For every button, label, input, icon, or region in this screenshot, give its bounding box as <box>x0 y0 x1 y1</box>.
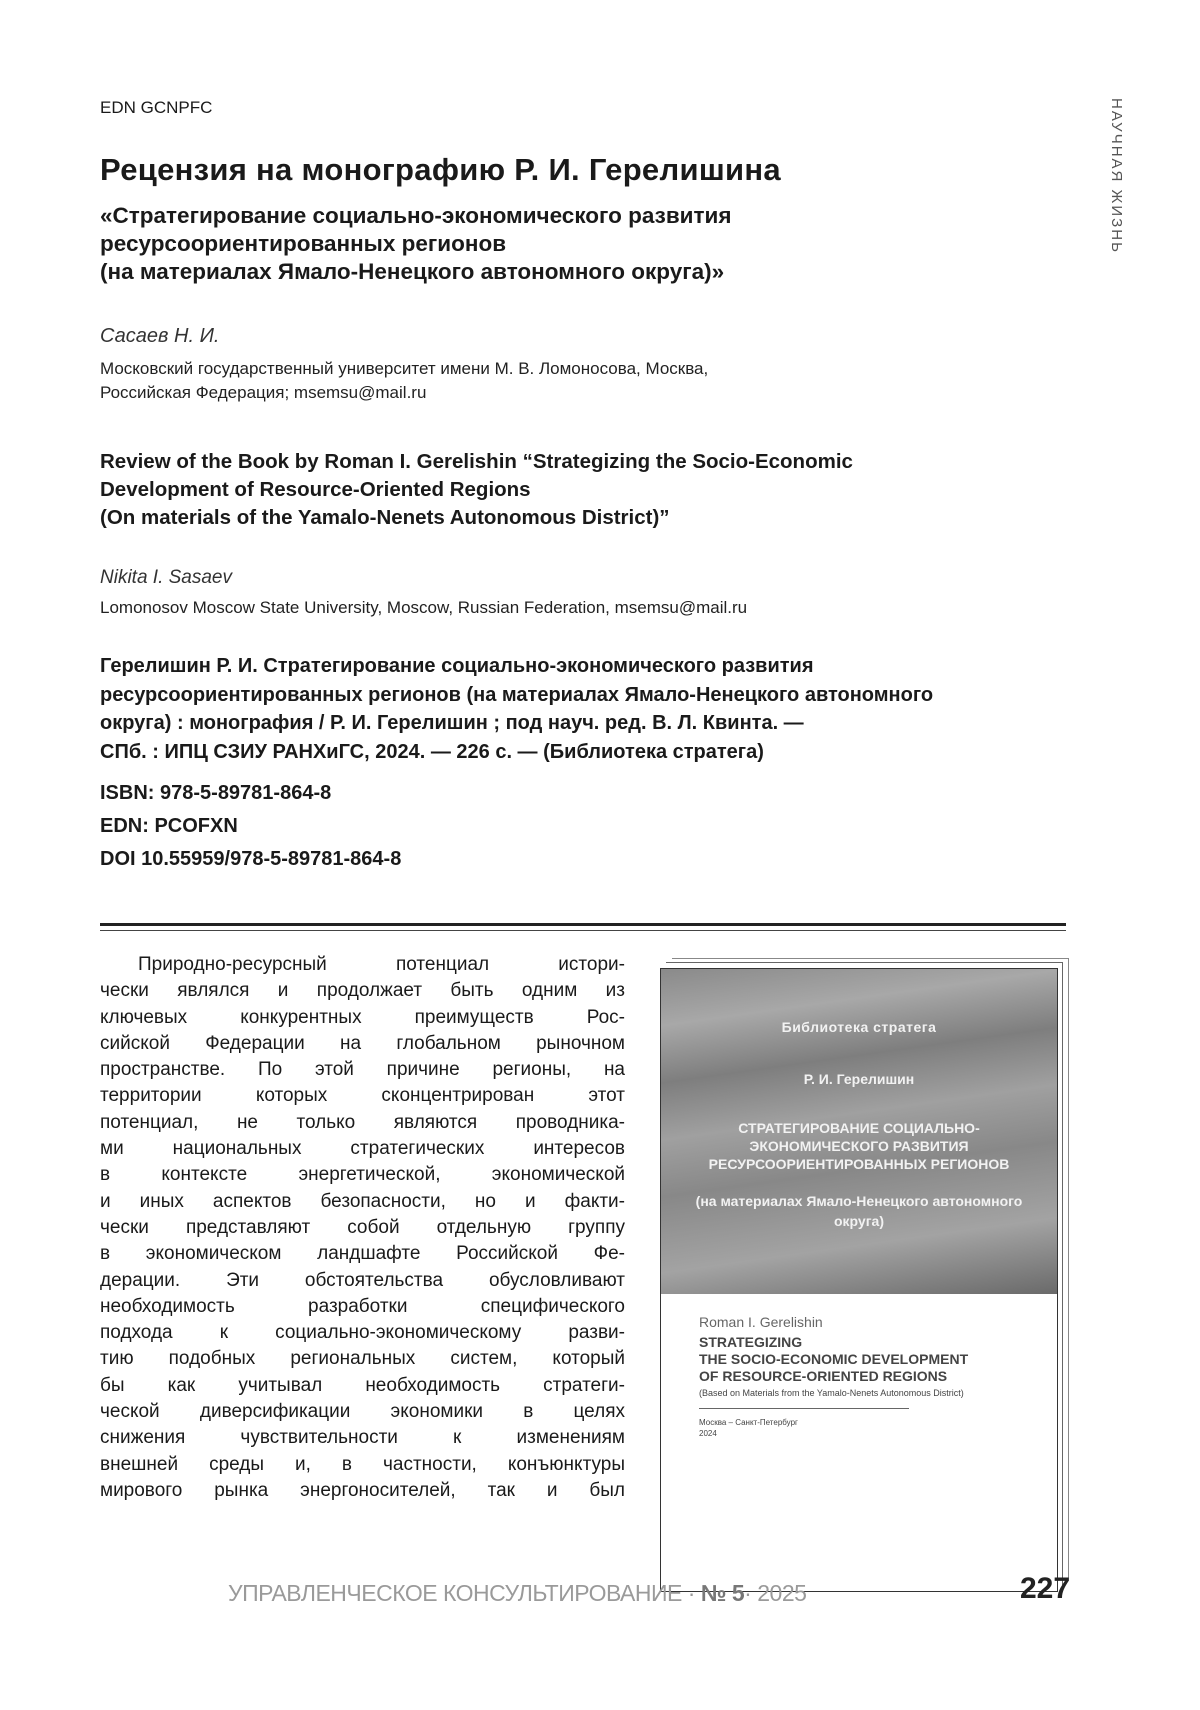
issue-number: № 5 <box>700 1580 745 1606</box>
body-line: подхода к социально-экономическому разви- <box>100 1322 625 1344</box>
bibliographic-reference <box>100 652 1080 766</box>
subtitle-line: «Стратегирование социально-экономического развития <box>100 203 732 228</box>
affiliation-line: Московский государственный университет имени М. В. Ломоносова, Москва, <box>100 359 709 378</box>
body-line: мирового рынка энергоносителей, так и был <box>100 1479 625 1501</box>
doi: DOI 10.55959/978-5-89781-864-8 <box>100 848 402 870</box>
author-en: Nikita I. Sasaev <box>100 567 232 588</box>
cover-divider <box>699 1408 909 1409</box>
section-label: НАУЧНАЯ ЖИЗНЬ <box>1108 98 1125 254</box>
cover-subtitle-en: (Based on Materials from the Yamalo-Nenets Autonomous District) <box>699 1388 964 1398</box>
body-line: ческой диверсификации экономики в целях <box>100 1401 625 1423</box>
journal-footer: УПРАВЛЕНЧЕСКОЕ КОНСУЛЬТИРОВАНИЕ · № 5· 2025 <box>228 1580 807 1606</box>
body-line: ми национальных стратегических интересов <box>100 1138 625 1160</box>
body-line: в контексте энергетической, экономической <box>100 1164 625 1186</box>
subtitle-line: (на материалах Ямало-Ненецкого автономного округа)» <box>100 259 725 284</box>
affiliation-line: Российская Федерация; msemsu@mail.ru <box>100 383 427 402</box>
cover-author-en: Roman I. Gerelishin <box>699 1314 823 1330</box>
title-en-line: Review of the Book by Roman I. Gerelishin “Strategizing the Socio-Economic <box>100 450 853 473</box>
cover-series: Библиотека стратега <box>781 1019 937 1035</box>
body-line: чески являлся и продолжает быть одним из <box>100 980 625 1002</box>
cover-title-en-line: THE SOCIO-ECONOMIC DEVELOPMENT <box>699 1351 969 1367</box>
cover-subtitle-ru: (на материалах Ямало-Ненецкого автономного округа) <box>695 1193 1023 1229</box>
biblio-line: СПб. : ИПЦ СЗИУ РАНХиГС, 2024. — 226 с. — (Библиотека стратега) <box>100 740 764 763</box>
issue-year: 2025 <box>757 1580 807 1606</box>
author-ru: Сасаев Н. И. <box>100 325 220 347</box>
body-line: снижения чувствительности к изменениям <box>100 1427 625 1449</box>
subtitle-line: ресурсоориентированных регионов <box>100 231 507 256</box>
affiliation-en: Lomonosov Moscow State University, Moscow, Russian Federation, msemsu@mail.ru <box>100 598 748 617</box>
identifiers <box>100 777 401 876</box>
body-line: территории которых сконцентрирован этот <box>100 1085 625 1107</box>
cover-title-en <box>699 1334 1039 1385</box>
cover-title-en-line: OF RESOURCE-ORIENTED REGIONS <box>699 1368 948 1384</box>
body-text <box>100 952 625 1504</box>
cover-top <box>661 969 1057 1294</box>
divider <box>100 930 1066 931</box>
edn-code: EDN GCNPFC <box>100 98 213 117</box>
body-line: и иных аспектов безопасности, но и факти- <box>100 1190 625 1212</box>
body-line: дерации. Эти обстоятельства обусловливают <box>100 1269 625 1291</box>
body-line: бы как учитывал необходимость стратеги- <box>100 1374 625 1396</box>
cover-year: 2024 <box>699 1429 717 1438</box>
body-line: внешней среды и, в частности, конъюнктуры <box>100 1453 625 1475</box>
journal-name: УПРАВЛЕНЧЕСКОЕ КОНСУЛЬТИРОВАНИЕ <box>228 1580 682 1606</box>
body-line: Природно-ресурсный потенциал истори- <box>138 954 625 975</box>
biblio-line: ресурсоориентированных регионов (на материалах Ямало-Ненецкого автономного <box>100 683 934 706</box>
cover-bottom <box>699 1314 1039 1439</box>
cover-title-ru: СТРАТЕГИРОВАНИЕ СОЦИАЛЬНО-ЭКОНОМИЧЕСКОГО РАЗВИТИЯ РЕСУРСООРИЕНТИРОВАННЫХ РЕГИОНОВ <box>708 1120 1010 1172</box>
biblio-line: округа) : монография / Р. И. Герелишин ; под науч. ред. В. Л. Квинта. — <box>100 712 804 734</box>
biblio-line: Герелишин Р. И. Стратегирование социально-экономического развития <box>100 655 814 677</box>
body-line: потенциал, не только являются проводника- <box>100 1111 625 1133</box>
cover-author-ru: Р. И. Герелишин <box>803 1071 915 1087</box>
title-en-line: (On materials of the Yamalo-Nenets Autonomous District)” <box>100 506 670 529</box>
body-line: необходимость разработки специфического <box>100 1295 625 1317</box>
book-title-ru <box>100 202 1000 286</box>
body-line: чески представляют собой отдельную группу <box>100 1216 625 1238</box>
edn: EDN: PCOFXN <box>100 815 238 837</box>
title-en <box>100 448 1060 532</box>
body-line: пространстве. По этой причине регионы, на <box>100 1059 625 1081</box>
isbn: ISBN: 978-5-89781-864-8 <box>100 782 332 804</box>
page-number: 227 <box>1020 1572 1071 1605</box>
title-en-line: Development of Resource-Oriented Regions <box>100 478 531 501</box>
body-line: тию подобных региональных систем, который <box>100 1348 625 1370</box>
book-cover-image <box>660 968 1058 1592</box>
body-line: в экономическом ландшафте Российской Фе- <box>100 1243 625 1265</box>
page-title: Рецензия на монографию Р. И. Герелишина <box>100 152 781 187</box>
body-line: сийской Федерации на глобальном рыночном <box>100 1032 625 1054</box>
body-line: ключевых конкурентных преимуществ Рос- <box>100 1006 625 1028</box>
divider <box>100 923 1066 926</box>
cover-city: Москва – Санкт-Петербург <box>699 1418 798 1427</box>
cover-title-en-line: STRATEGIZING <box>699 1334 803 1350</box>
affiliation-ru <box>100 357 1000 405</box>
